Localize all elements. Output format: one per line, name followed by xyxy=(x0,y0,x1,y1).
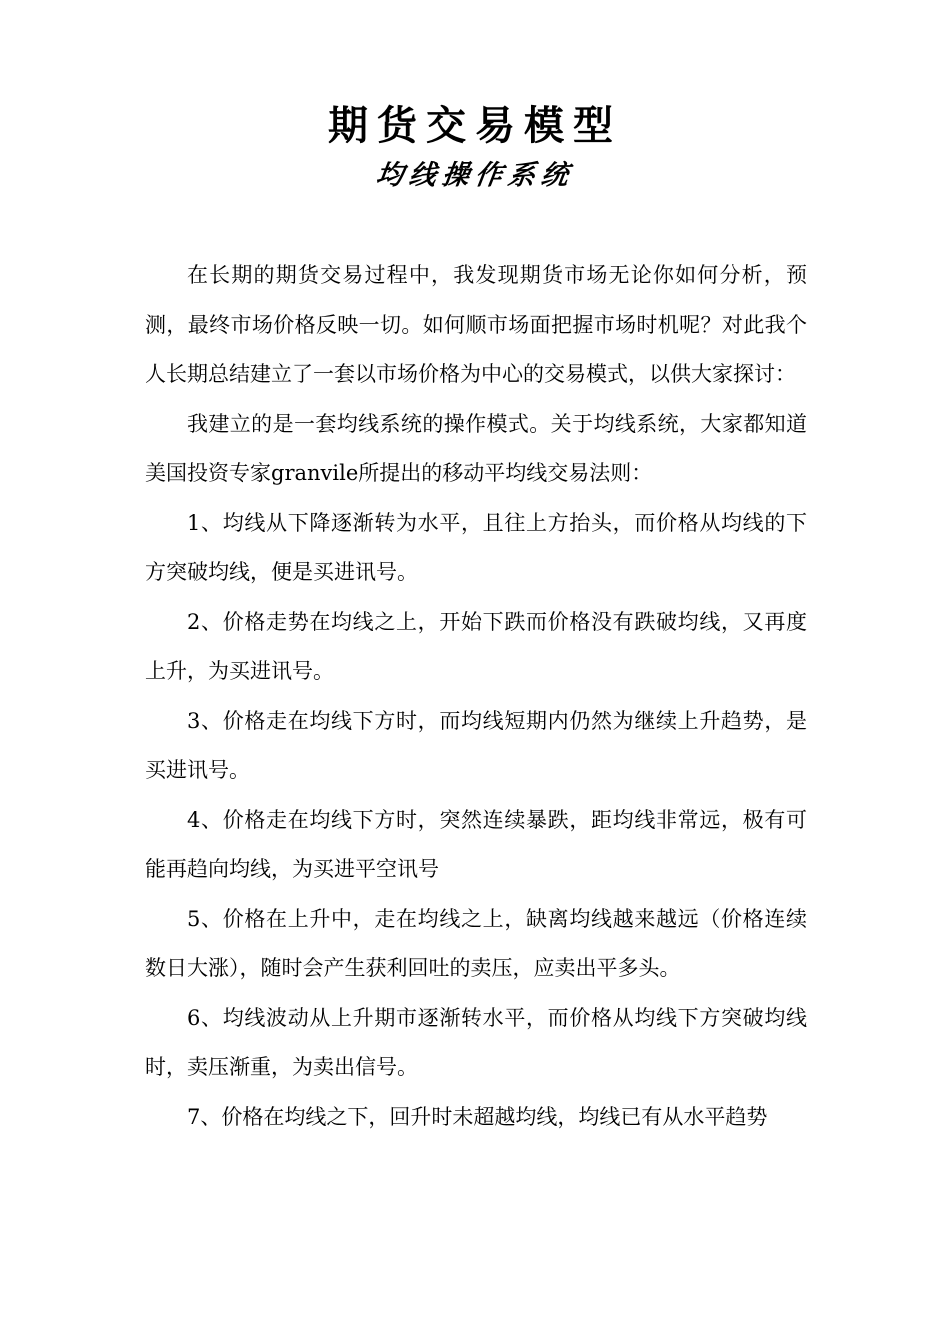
rule-item-1: 1、均线从下降逐渐转为水平，且往上方抬头，而价格从均线的下方突破均线，便是买进讯号。 xyxy=(145,510,807,584)
paragraph-intro: 在长期的期货交易过程中，我发现期货市场无论你如何分析，预测，最终市场价格反映一切。如何顺市场面把握市场时机呢？对此我个人长期总结建立了一套以市场价格为中心的交易模式，以供大家探讨： xyxy=(145,263,807,386)
rule-item-6: 6、均线波动从上升期市逐渐转水平，而价格从均线下方突破均线时，卖压渐重，为卖出信号。 xyxy=(145,1005,807,1079)
rule-item-4: 4、价格走在均线下方时，突然连续暴跌，距均线非常远，极有可能再趋向均线，为买进平空讯号 xyxy=(145,807,807,881)
rule-item-3: 3、价格走在均线下方时，而均线短期内仍然为继续上升趋势，是买进讯号。 xyxy=(145,708,807,782)
document-subtitle: 均线操作系统 xyxy=(373,160,577,191)
document-body xyxy=(145,251,807,1142)
rule-item-2: 2、价格走势在均线之上，开始下跌而价格没有跌破均线，又再度上升，为买进讯号。 xyxy=(145,609,807,683)
rule-item-7: 7、价格在均线之下，回升时未超越均线，均线已有从水平趋势 xyxy=(187,1104,768,1129)
rule-item-5: 5、价格在上升中，走在均线之上，缺离均线越来越远（价格连续数日大涨），随时会产生获利回吐的卖压，应卖出平多头。 xyxy=(145,906,807,980)
document-title: 期货交易模型 xyxy=(328,103,622,149)
paragraph-system: 我建立的是一套均线系统的操作模式。关于均线系统，大家都知道美国投资专家granvile所提出的移动平均线交易法则： xyxy=(145,411,807,485)
